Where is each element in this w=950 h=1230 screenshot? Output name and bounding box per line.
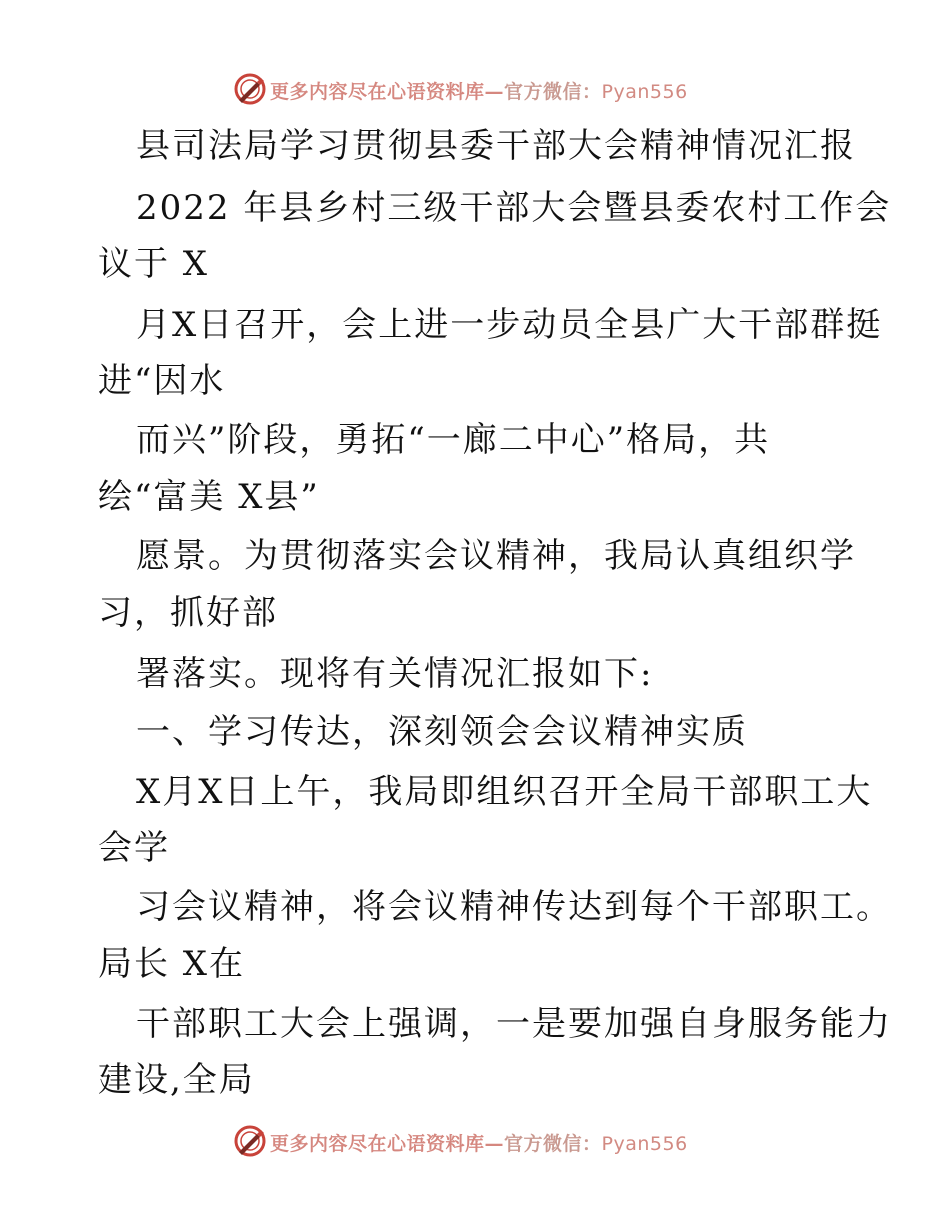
- watermark-wechat-label: 官方微信：: [504, 1133, 602, 1155]
- pen-circle-logo-icon: [233, 72, 267, 106]
- paragraph-line: 绘“富美 X县”: [98, 477, 320, 517]
- paragraph-line: 习，抓好部: [98, 593, 278, 633]
- paragraph-line: 干部职工大会上强调，一是要加强自身服务能力: [136, 1004, 892, 1044]
- section-heading: 一、学习传达，深刻领会会议精神实质: [136, 712, 748, 752]
- watermark-dash: —: [484, 81, 505, 103]
- watermark-wechat-label: 官方微信：: [504, 81, 602, 103]
- paragraph-line: 建设,全局: [98, 1060, 255, 1100]
- watermark-wechat-id: Pyan556: [601, 1133, 688, 1155]
- paragraph-line: 2022 年县乡村三级干部大会暨县委农村工作会: [136, 188, 892, 228]
- paragraph-line: 愿景。为贯彻落实会议精神，我局认真组织学: [136, 536, 856, 576]
- watermark-text: [270, 77, 688, 104]
- paragraph-line: 议于 X: [98, 244, 210, 284]
- header-watermark: [0, 70, 950, 110]
- paragraph-line: 局长 X在: [98, 944, 246, 984]
- watermark-dash: —: [484, 1133, 505, 1155]
- watermark-wechat-id: Pyan556: [601, 81, 688, 103]
- document-title: 县司法局学习贯彻县委干部大会精神情况汇报: [136, 126, 856, 166]
- paragraph-line: 进“因水: [98, 361, 226, 401]
- pen-circle-logo-icon: [233, 1124, 267, 1158]
- paragraph-line: 而兴”阶段，勇拓“一廊二中心”格局，共: [136, 420, 771, 460]
- watermark-slogan: 更多内容尽在心语资料库: [270, 81, 485, 103]
- paragraph-line: 会学: [98, 828, 170, 868]
- watermark-slogan: 更多内容尽在心语资料库: [270, 1133, 485, 1155]
- paragraph-line: 习会议精神，将会议精神传达到每个干部职工。: [136, 887, 892, 927]
- watermark-text: [270, 1129, 688, 1156]
- paragraph-line: 署落实。现将有关情况汇报如下:: [136, 654, 654, 694]
- paragraph-line: X月X日上午，我局即组织召开全局干部职工大: [136, 772, 873, 812]
- footer-watermark: [0, 1122, 950, 1162]
- paragraph-line: 月X日召开，会上进一步动员全县广大干部群挺: [136, 305, 883, 345]
